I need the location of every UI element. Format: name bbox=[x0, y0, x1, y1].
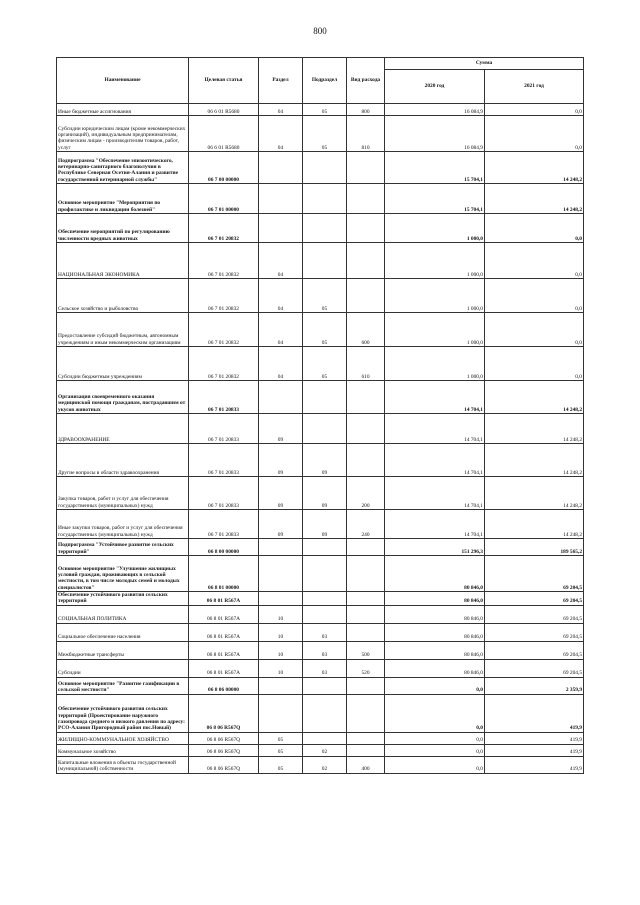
row-sum-2021: 0,0 bbox=[485, 116, 584, 152]
row-section: 04 bbox=[259, 347, 303, 381]
row-subsection bbox=[303, 677, 347, 694]
row-subsection bbox=[303, 243, 347, 279]
row-target-article: 06 8 01 R567A bbox=[189, 623, 259, 641]
row-subsection bbox=[303, 184, 347, 214]
row-sum-2021: 0,0 bbox=[485, 243, 584, 279]
table-row bbox=[57, 477, 584, 510]
row-name: НАЦИОНАЛЬНАЯ ЭКОНОМИКА bbox=[57, 243, 189, 279]
table-row bbox=[57, 243, 584, 279]
row-expense-type bbox=[347, 556, 385, 592]
row-subsection: 05 bbox=[303, 104, 347, 116]
header-expense-type: Вид расхода bbox=[347, 58, 385, 104]
row-sum-2020: 1 000,0 bbox=[385, 214, 485, 243]
header-target-article: Целевая статья bbox=[189, 58, 259, 104]
row-name: Организация своевременного оказания медицинской помощи гражданам, пострадавшим от укусов животных bbox=[57, 381, 189, 414]
row-section bbox=[259, 152, 303, 184]
row-section: 10 bbox=[259, 623, 303, 641]
row-target-article: 06 7 01 00000 bbox=[189, 184, 259, 214]
row-sum-2021: 69 204,5 bbox=[485, 659, 584, 677]
row-subsection: 05 bbox=[303, 347, 347, 381]
row-sum-2021: 69 204,5 bbox=[485, 623, 584, 641]
header-year-2020: 2020 год bbox=[385, 70, 485, 104]
row-subsection bbox=[303, 694, 347, 732]
row-subsection: 03 bbox=[303, 641, 347, 659]
row-name: Другие вопросы в области здравоохранения bbox=[57, 444, 189, 477]
row-target-article: 06 7 01 20833 bbox=[189, 477, 259, 510]
row-target-article: 06 8 06 R567Q bbox=[189, 756, 259, 773]
row-name: Иные закупки товаров, работ и услуг для обеспечения государственных (муниципальных) нужд bbox=[57, 510, 189, 539]
row-sum-2020: 15 704,1 bbox=[385, 152, 485, 184]
row-sum-2020: 80 846,0 bbox=[385, 592, 485, 606]
table-row bbox=[57, 732, 584, 744]
row-subsection bbox=[303, 539, 347, 556]
row-sum-2020: 80 846,0 bbox=[385, 605, 485, 623]
header-subsection: Подраздел bbox=[303, 58, 347, 104]
row-sum-2020: 80 846,0 bbox=[385, 659, 485, 677]
row-name: Субсидии bbox=[57, 659, 189, 677]
row-subsection bbox=[303, 556, 347, 592]
row-expense-type: 810 bbox=[347, 116, 385, 152]
row-section: 04 bbox=[259, 313, 303, 347]
row-expense-type: 520 bbox=[347, 659, 385, 677]
row-subsection: 05 bbox=[303, 313, 347, 347]
header-year-2021: 2021 год bbox=[485, 70, 584, 104]
row-target-article: 06 6 01 R5680 bbox=[189, 104, 259, 116]
row-name: Капитальные вложения в объекты государственной (муниципальной) собственности bbox=[57, 756, 189, 773]
row-sum-2020: 0,0 bbox=[385, 694, 485, 732]
row-name: Сельское хозяйство и рыболовство bbox=[57, 279, 189, 313]
page-number: 800 bbox=[313, 26, 327, 36]
row-subsection: 03 bbox=[303, 659, 347, 677]
row-subsection bbox=[303, 381, 347, 414]
table-row bbox=[57, 214, 584, 243]
row-section bbox=[259, 184, 303, 214]
row-section bbox=[259, 539, 303, 556]
row-sum-2021: 419,9 bbox=[485, 694, 584, 732]
row-expense-type bbox=[347, 414, 385, 444]
row-subsection bbox=[303, 732, 347, 744]
table-row bbox=[57, 279, 584, 313]
row-expense-type: 800 bbox=[347, 104, 385, 116]
row-expense-type bbox=[347, 279, 385, 313]
row-subsection: 05 bbox=[303, 279, 347, 313]
table-row bbox=[57, 556, 584, 592]
table-row bbox=[57, 510, 584, 539]
row-name: Обеспечение устойчивого развития сельских территорий bbox=[57, 592, 189, 606]
row-sum-2020: 1 000,0 bbox=[385, 243, 485, 279]
row-section bbox=[259, 592, 303, 606]
row-name: Иные бюджетные ассигнования bbox=[57, 104, 189, 116]
row-sum-2021: 14 248,2 bbox=[485, 184, 584, 214]
table-row bbox=[57, 694, 584, 732]
row-subsection bbox=[303, 605, 347, 623]
row-section: 04 bbox=[259, 243, 303, 279]
row-target-article: 06 8 01 R567A bbox=[189, 592, 259, 606]
row-name: Субсидии бюджетным учреждениям bbox=[57, 347, 189, 381]
row-expense-type: 400 bbox=[347, 756, 385, 773]
row-sum-2020: 14 704,1 bbox=[385, 414, 485, 444]
row-section bbox=[259, 381, 303, 414]
row-name: ЗДРАВООХРАНЕНИЕ bbox=[57, 414, 189, 444]
row-expense-type bbox=[347, 605, 385, 623]
row-sum-2021: 0,0 bbox=[485, 347, 584, 381]
row-target-article: 06 7 01 20833 bbox=[189, 510, 259, 539]
row-name: СОЦИАЛЬНАЯ ПОЛИТИКА bbox=[57, 605, 189, 623]
row-sum-2020: 80 846,0 bbox=[385, 641, 485, 659]
table-row bbox=[57, 756, 584, 773]
row-target-article: 06 6 01 R5680 bbox=[189, 116, 259, 152]
row-expense-type bbox=[347, 152, 385, 184]
table-row bbox=[57, 104, 584, 116]
row-name: Субсидии юридическим лицам (кроме некоммерческих организаций), индивидуальным предпринимателям, физическим лицам - производителям товаров, работ, услуг bbox=[57, 116, 189, 152]
row-section: 04 bbox=[259, 104, 303, 116]
row-section bbox=[259, 556, 303, 592]
row-section: 05 bbox=[259, 756, 303, 773]
row-target-article: 06 8 06 R567Q bbox=[189, 694, 259, 732]
row-sum-2020: 1 000,0 bbox=[385, 347, 485, 381]
row-expense-type bbox=[347, 444, 385, 477]
table-row bbox=[57, 605, 584, 623]
row-name: Обеспечение мероприятий по регулированию численности вредных животных bbox=[57, 214, 189, 243]
row-section: 10 bbox=[259, 605, 303, 623]
row-target-article: 06 8 06 00000 bbox=[189, 677, 259, 694]
row-subsection bbox=[303, 152, 347, 184]
row-section: 10 bbox=[259, 641, 303, 659]
row-target-article: 06 8 00 00000 bbox=[189, 539, 259, 556]
row-sum-2021: 0,0 bbox=[485, 279, 584, 313]
table-row bbox=[57, 116, 584, 152]
row-name: Обеспечение устойчивого развития сельских территорий (Проектирование наружного газопровода среднего и низкого давления по адресу: РСО-Алания Пригородный район пос.Новый) bbox=[57, 694, 189, 732]
row-sum-2021: 14 248,2 bbox=[485, 414, 584, 444]
table-row bbox=[57, 347, 584, 381]
row-section: 05 bbox=[259, 744, 303, 756]
row-subsection: 02 bbox=[303, 744, 347, 756]
row-target-article: 06 8 01 R567A bbox=[189, 605, 259, 623]
row-sum-2020: 16 084,9 bbox=[385, 104, 485, 116]
row-section: 04 bbox=[259, 279, 303, 313]
row-sum-2021: 2 359,9 bbox=[485, 677, 584, 694]
row-sum-2021: 14 248,2 bbox=[485, 381, 584, 414]
row-sum-2020: 15 704,1 bbox=[385, 184, 485, 214]
row-subsection: 05 bbox=[303, 116, 347, 152]
row-subsection: 09 bbox=[303, 510, 347, 539]
row-sum-2020: 14 704,1 bbox=[385, 477, 485, 510]
table-header bbox=[57, 58, 584, 104]
row-sum-2021: 0,0 bbox=[485, 104, 584, 116]
header-name: Наименование bbox=[57, 58, 189, 104]
row-section: 10 bbox=[259, 659, 303, 677]
header-sum: Сумма bbox=[385, 58, 584, 70]
row-section: 04 bbox=[259, 116, 303, 152]
row-target-article: 06 8 06 R567Q bbox=[189, 744, 259, 756]
row-sum-2020: 14 704,1 bbox=[385, 510, 485, 539]
row-expense-type bbox=[347, 243, 385, 279]
row-expense-type: 600 bbox=[347, 313, 385, 347]
row-sum-2020: 80 846,0 bbox=[385, 556, 485, 592]
row-sum-2021: 14 248,2 bbox=[485, 510, 584, 539]
row-expense-type: 200 bbox=[347, 477, 385, 510]
row-sum-2021: 14 248,2 bbox=[485, 444, 584, 477]
row-target-article: 06 7 01 20833 bbox=[189, 444, 259, 477]
row-sum-2020: 1 000,0 bbox=[385, 279, 485, 313]
row-subsection bbox=[303, 214, 347, 243]
row-subsection: 09 bbox=[303, 477, 347, 510]
row-subsection: 02 bbox=[303, 756, 347, 773]
row-target-article: 06 7 01 20832 bbox=[189, 214, 259, 243]
row-expense-type bbox=[347, 744, 385, 756]
table-row bbox=[57, 152, 584, 184]
row-target-article: 06 8 06 R567Q bbox=[189, 732, 259, 744]
row-expense-type bbox=[347, 732, 385, 744]
row-sum-2020: 16 084,9 bbox=[385, 116, 485, 152]
table-row bbox=[57, 623, 584, 641]
row-name: Предоставление субсидий бюджетным, автономным учреждениям и иным некоммерческим организациям bbox=[57, 313, 189, 347]
row-expense-type bbox=[347, 539, 385, 556]
row-target-article: 06 7 01 20832 bbox=[189, 243, 259, 279]
row-section: 09 bbox=[259, 414, 303, 444]
row-section bbox=[259, 677, 303, 694]
budget-table bbox=[56, 57, 584, 774]
table-row bbox=[57, 659, 584, 677]
row-name: Коммунальное хозяйство bbox=[57, 744, 189, 756]
row-target-article: 06 7 01 20833 bbox=[189, 414, 259, 444]
row-target-article: 06 7 01 20833 bbox=[189, 381, 259, 414]
row-sum-2021: 14 248,2 bbox=[485, 477, 584, 510]
table-row bbox=[57, 184, 584, 214]
row-sum-2021: 0,0 bbox=[485, 214, 584, 243]
row-section: 05 bbox=[259, 732, 303, 744]
row-sum-2021: 419,9 bbox=[485, 744, 584, 756]
row-target-article: 06 8 01 R567A bbox=[189, 641, 259, 659]
row-name: Основное мероприятие "Мероприятия по профилактике и ликвидации болезней" bbox=[57, 184, 189, 214]
header-section: Раздел bbox=[259, 58, 303, 104]
row-subsection: 03 bbox=[303, 623, 347, 641]
table-row bbox=[57, 414, 584, 444]
row-expense-type bbox=[347, 694, 385, 732]
row-subsection: 09 bbox=[303, 444, 347, 477]
table-row bbox=[57, 444, 584, 477]
row-section bbox=[259, 694, 303, 732]
row-expense-type bbox=[347, 677, 385, 694]
row-expense-type bbox=[347, 381, 385, 414]
row-target-article: 06 7 01 20832 bbox=[189, 279, 259, 313]
table-row bbox=[57, 641, 584, 659]
table-row bbox=[57, 381, 584, 414]
row-subsection bbox=[303, 592, 347, 606]
row-subsection bbox=[303, 414, 347, 444]
row-sum-2021: 419,9 bbox=[485, 732, 584, 744]
row-name: Межбюджетные трансферты bbox=[57, 641, 189, 659]
row-sum-2020: 0,0 bbox=[385, 732, 485, 744]
table-row bbox=[57, 744, 584, 756]
row-name: Подпрограмма "Обеспечение эпизоотического, ветеринарно-санитарного благополучия в Республике Северная Осетия-Алания и развитие государственной ветеринарной службы" bbox=[57, 152, 189, 184]
row-sum-2021: 189 565,2 bbox=[485, 539, 584, 556]
table-body bbox=[57, 104, 584, 774]
row-section: 09 bbox=[259, 444, 303, 477]
row-expense-type: 610 bbox=[347, 347, 385, 381]
row-sum-2020: 0,0 bbox=[385, 756, 485, 773]
row-expense-type bbox=[347, 214, 385, 243]
row-sum-2021: 69 204,5 bbox=[485, 592, 584, 606]
row-name: Основное мероприятие "Улучшение жилищных условий граждан, проживающих в сельской местности, в том числе молодых семей и молодых специалистов" bbox=[57, 556, 189, 592]
row-sum-2021: 0,0 bbox=[485, 313, 584, 347]
row-sum-2021: 14 248,2 bbox=[485, 152, 584, 184]
row-name: Закупка товаров, работ и услуг для обеспечения государственных (муниципальных) нужд bbox=[57, 477, 189, 510]
row-expense-type: 500 bbox=[347, 641, 385, 659]
row-sum-2020: 151 296,3 bbox=[385, 539, 485, 556]
row-target-article: 06 8 01 R567A bbox=[189, 659, 259, 677]
row-target-article: 06 7 00 00000 bbox=[189, 152, 259, 184]
row-sum-2021: 69 204,5 bbox=[485, 605, 584, 623]
row-sum-2020: 0,0 bbox=[385, 677, 485, 694]
row-name: Подпрограмма "Устойчивое развитие сельских территорий" bbox=[57, 539, 189, 556]
row-sum-2020: 14 704,1 bbox=[385, 381, 485, 414]
table-row bbox=[57, 677, 584, 694]
row-sum-2021: 69 204,5 bbox=[485, 556, 584, 592]
row-sum-2020: 14 704,1 bbox=[385, 444, 485, 477]
row-section bbox=[259, 214, 303, 243]
table-row bbox=[57, 539, 584, 556]
row-expense-type bbox=[347, 184, 385, 214]
table-row bbox=[57, 592, 584, 606]
row-expense-type bbox=[347, 592, 385, 606]
row-target-article: 06 7 01 20832 bbox=[189, 313, 259, 347]
row-expense-type: 240 bbox=[347, 510, 385, 539]
row-section: 09 bbox=[259, 477, 303, 510]
row-sum-2021: 419,9 bbox=[485, 756, 584, 773]
row-name: Социальное обеспечение населения bbox=[57, 623, 189, 641]
row-sum-2020: 80 846,0 bbox=[385, 623, 485, 641]
row-sum-2020: 0,0 bbox=[385, 744, 485, 756]
row-target-article: 06 7 01 20832 bbox=[189, 347, 259, 381]
table-row bbox=[57, 313, 584, 347]
row-name: ЖИЛИЩНО-КОММУНАЛЬНОЕ ХОЗЯЙСТВО bbox=[57, 732, 189, 744]
row-expense-type bbox=[347, 623, 385, 641]
row-name: Основное мероприятие "Развитие газификации в сельской местности" bbox=[57, 677, 189, 694]
row-sum-2020: 1 000,0 bbox=[385, 313, 485, 347]
row-target-article: 06 8 01 00000 bbox=[189, 556, 259, 592]
row-section: 09 bbox=[259, 510, 303, 539]
row-sum-2021: 69 204,5 bbox=[485, 641, 584, 659]
